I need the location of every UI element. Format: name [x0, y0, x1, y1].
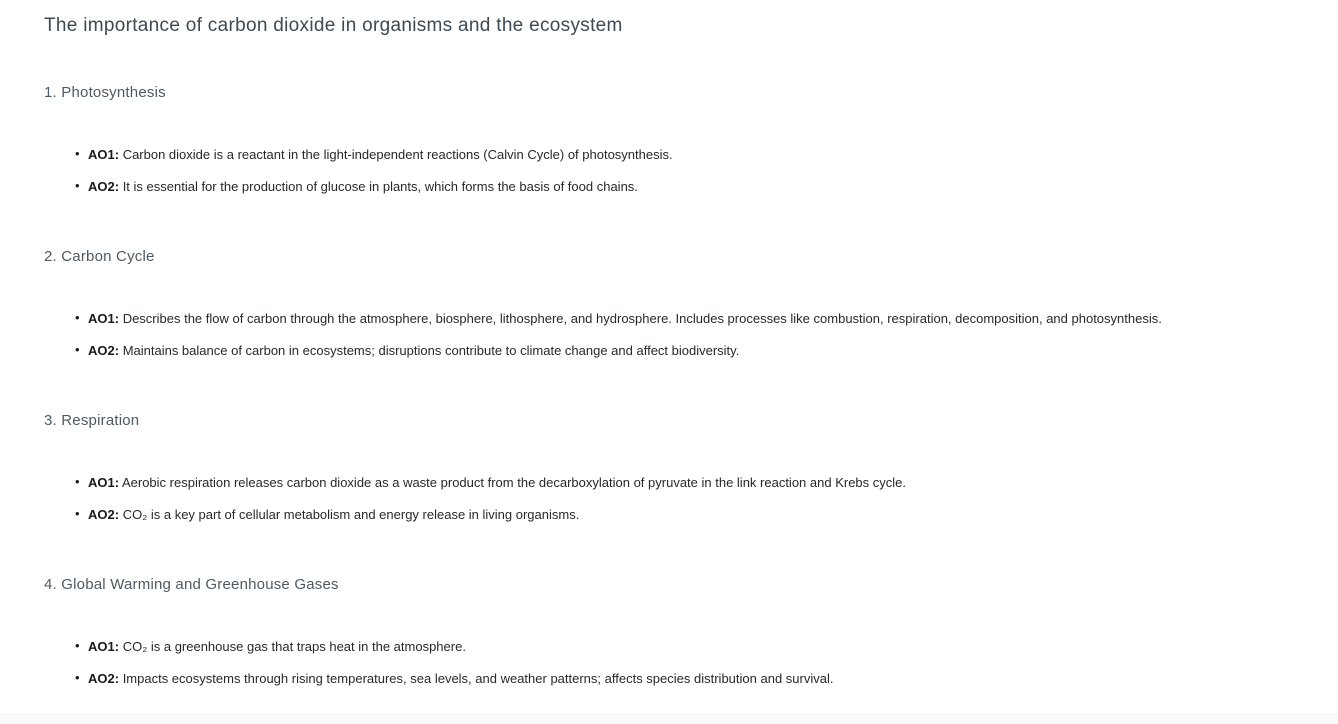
- section-heading: 4. Global Warming and Greenhouse Gases: [44, 576, 339, 593]
- bottom-strip: [0, 714, 1338, 724]
- bullet-text: Describes the flow of carbon through the atmosphere, biosphere, lithosphere, and hydrosphere. Includes processes like combustion, respiration, decomposition, and photosynthesis.: [122, 311, 1162, 326]
- ao2-label: AO2:: [88, 671, 120, 686]
- section-carbon-cycle: [44, 248, 1294, 359]
- section-photosynthesis: [44, 84, 1294, 195]
- list-item: [75, 343, 1294, 359]
- list-item: [75, 179, 1294, 195]
- list-item: [75, 311, 1294, 327]
- ao1-label: AO1:: [88, 475, 120, 490]
- bullet-list: [44, 311, 1294, 359]
- ao1-label: AO1:: [88, 639, 120, 654]
- section-global-warming: [44, 576, 1294, 687]
- section-respiration: [44, 412, 1294, 523]
- list-item: [75, 147, 1294, 163]
- list-item: [75, 507, 1294, 523]
- bullet-text: Aerobic respiration releases carbon dioxide as a waste product from the decarboxylation of pyruvate in the link reaction and Krebs cycle.: [121, 475, 906, 490]
- bullet-list: [44, 475, 1294, 523]
- list-item: [75, 475, 1294, 491]
- bullet-text: Carbon dioxide is a reactant in the light-independent reactions (Calvin Cycle) of photosynthesis.: [122, 147, 673, 162]
- bullet-text: CO₂ is a greenhouse gas that traps heat in the atmosphere.: [122, 639, 466, 654]
- bullet-text: Impacts ecosystems through rising temperatures, sea levels, and weather patterns; affects species distribution and survival.: [122, 671, 834, 686]
- list-item: [75, 671, 1294, 687]
- ao2-label: AO2:: [88, 179, 120, 194]
- page-title: The importance of carbon dioxide in organisms and the ecosystem: [44, 15, 623, 36]
- section-heading: 1. Photosynthesis: [44, 84, 166, 101]
- section-heading: 3. Respiration: [44, 412, 140, 429]
- section-heading: 2. Carbon Cycle: [44, 248, 155, 265]
- ao1-label: AO1:: [88, 311, 120, 326]
- bullet-text: Maintains balance of carbon in ecosystems; disruptions contribute to climate change and affect biodiversity.: [122, 343, 740, 358]
- list-item: [75, 639, 1294, 655]
- bullet-text: It is essential for the production of glucose in plants, which forms the basis of food chains.: [122, 179, 638, 194]
- bullet-list: [44, 147, 1294, 195]
- ao2-label: AO2:: [88, 343, 120, 358]
- ao2-label: AO2:: [88, 507, 120, 522]
- bullet-list: [44, 639, 1294, 687]
- ao1-label: AO1:: [88, 147, 120, 162]
- bullet-text: CO₂ is a key part of cellular metabolism and energy release in living organisms.: [122, 507, 580, 522]
